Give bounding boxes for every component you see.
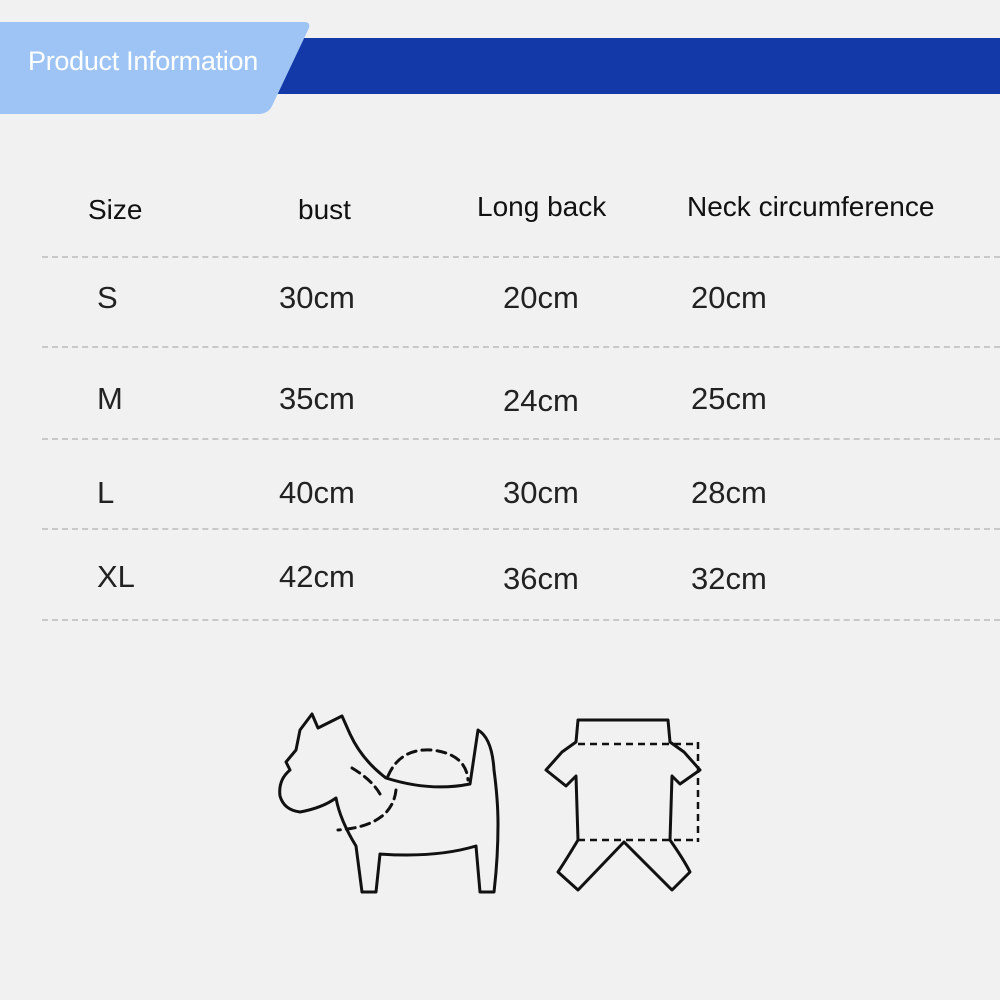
table-cell-size: L: [97, 475, 115, 510]
table-cell-neck: 28cm: [691, 475, 767, 510]
column-header-neck: Neck circumference: [687, 191, 935, 222]
row-divider: [42, 256, 1000, 258]
table-cell-bust: 35cm: [279, 381, 355, 416]
dog-silhouette-icon: [280, 714, 498, 892]
column-header-bust: bust: [298, 194, 351, 225]
row-divider: [42, 346, 1000, 348]
column-header-size: Size: [88, 194, 143, 225]
garment-outline-icon: [546, 720, 700, 890]
table-cell-size: S: [97, 280, 118, 315]
table-cell-long-back: 24cm: [503, 383, 579, 418]
table-cell-size: XL: [97, 559, 135, 594]
measurement-diagram: [270, 700, 720, 910]
garment-measure-lines: [578, 742, 698, 842]
table-cell-long-back: 20cm: [503, 280, 579, 315]
column-header-long-back: Long back: [477, 191, 607, 222]
table-cell-size: M: [97, 381, 123, 416]
row-divider: [42, 438, 1000, 440]
table-cell-long-back: 36cm: [503, 561, 579, 596]
table-cell-neck: 25cm: [691, 381, 767, 416]
table-cell-bust: 30cm: [279, 280, 355, 315]
row-divider: [42, 528, 1000, 530]
table-cell-long-back: 30cm: [503, 475, 579, 510]
table-cell-bust: 42cm: [279, 559, 355, 594]
table-cell-neck: 32cm: [691, 561, 767, 596]
row-divider: [42, 619, 1000, 621]
table-cell-bust: 40cm: [279, 475, 355, 510]
table-cell-neck: 20cm: [691, 280, 767, 315]
page-title: Product Information: [28, 46, 258, 76]
measure-lines: [338, 750, 468, 830]
